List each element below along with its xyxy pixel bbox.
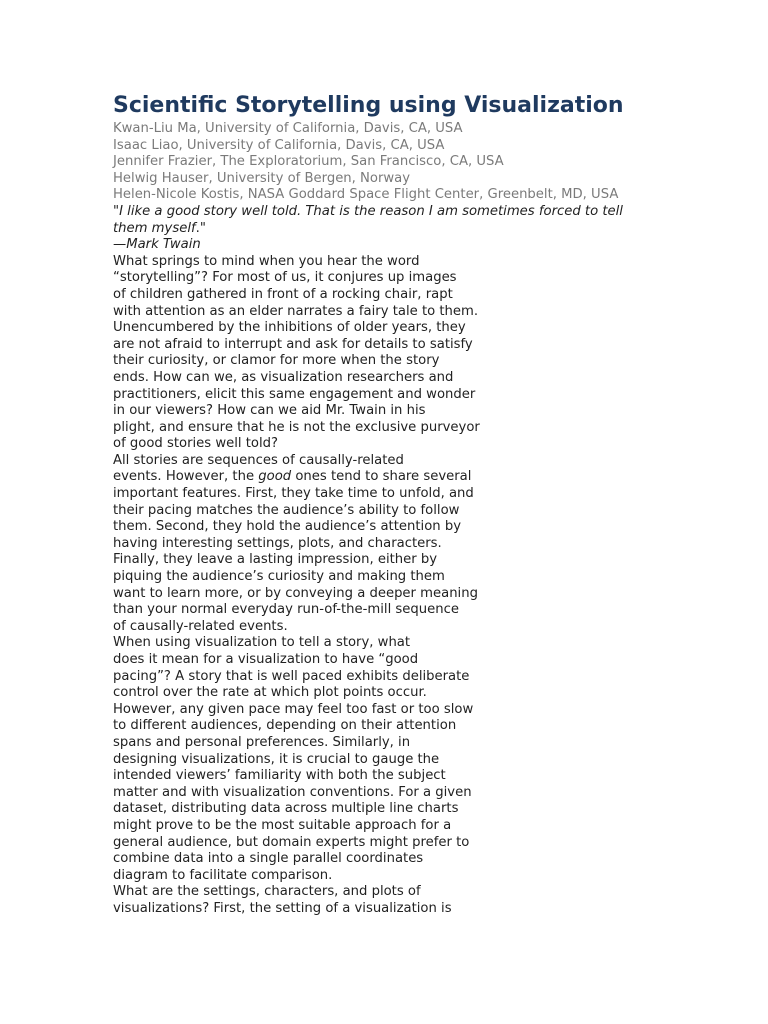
body-paragraph	[113, 453, 673, 636]
text-line: with attention as an elder narrates a fairy tale to them.	[113, 303, 479, 319]
text-line: practitioners, elicit this same engagement and wonder	[113, 386, 476, 402]
author-line: Helen-Nicole Kostis, NASA Goddard Space Flight Center, Greenbelt, MD, USA	[113, 187, 619, 203]
text-line: might prove to be the most suitable approach for a	[113, 817, 452, 833]
text-line: “storytelling”? For most of us, it conjures up images	[113, 270, 457, 286]
text-line: visualizations? First, the setting of a visualization is	[113, 900, 452, 916]
text-line	[113, 469, 673, 486]
text-line: having interesting settings, plots, and characters.	[113, 535, 442, 551]
author-line: Kwan-Liu Ma, University of California, Davis, CA, USA	[113, 121, 463, 136]
text-line: them. Second, they hold the audience’s attention by	[113, 519, 462, 535]
quote-close-mark: ."	[195, 220, 206, 236]
text-line: ends. How can we, as visualization researchers and	[113, 369, 454, 385]
body-paragraph	[113, 635, 673, 884]
text-line: control over the rate at which plot points occur.	[113, 685, 427, 701]
text-line: want to learn more, or by conveying a deeper meaning	[113, 585, 478, 601]
text-line: What are the settings, characters, and plots of	[113, 884, 421, 900]
body-paragraph	[113, 884, 673, 917]
text-line: intended viewers’ familiarity with both the subject	[113, 768, 446, 784]
text-line: piquing the audience’s curiosity and making them	[113, 569, 445, 585]
text-line: Finally, they leave a lasting impression, either by	[113, 552, 438, 568]
author-line: Isaac Liao, University of California, Davis, CA, USA	[113, 137, 445, 153]
author-list	[113, 121, 673, 204]
text-line: of good stories well told?	[113, 436, 279, 452]
text-line: Unencumbered by the inhibitions of older years, they	[113, 320, 466, 336]
author-line: Jennifer Frazier, The Exploratorium, San Francisco, CA, USA	[113, 154, 504, 170]
text-line: to different audiences, depending on their attention	[113, 718, 457, 734]
text-line: When using visualization to tell a story, what	[113, 635, 411, 651]
text-run: ones tend to share several	[291, 469, 472, 485]
quote-attribution: —Mark Twain	[113, 237, 201, 253]
text-line: What springs to mind when you hear the word	[113, 253, 420, 269]
body-paragraph	[113, 254, 673, 453]
text-line: their pacing matches the audience’s ability to follow	[113, 502, 460, 518]
text-line: All stories are sequences of causally-related	[113, 452, 404, 468]
text-line: dataset, distributing data across multiple line charts	[113, 801, 459, 817]
text-line: matter and with visualization conventions. For a given	[113, 784, 472, 800]
quote-line	[113, 204, 673, 221]
text-line: than your normal everyday run-of-the-mill sequence	[113, 602, 459, 618]
text-line: are not afraid to interrupt and ask for details to satisfy	[113, 336, 473, 352]
text-run: events. However, the	[113, 469, 259, 485]
quote-text: them myself	[113, 220, 196, 236]
text-line: spans and personal preferences. Similarly, in	[113, 734, 411, 750]
text-line: in our viewers? How can we aid Mr. Twain in his	[113, 403, 426, 419]
text-line: pacing”? A story that is well paced exhibits deliberate	[113, 668, 470, 684]
epigraph-quote	[113, 204, 673, 237]
text-line: does it mean for a visualization to have “good	[113, 652, 419, 667]
text-line: their curiosity, or clamor for more when the story	[113, 353, 440, 369]
text-line: plight, and ensure that he is not the exclusive purveyor	[113, 419, 480, 435]
document-title: Scientific Storytelling using Visualization	[113, 93, 624, 118]
text-line: general audience, but domain experts might prefer to	[113, 834, 470, 850]
text-line: combine data into a single parallel coordinates	[113, 851, 424, 867]
text-line: of children gathered in front of a rocking chair, rapt	[113, 286, 453, 302]
text-line: designing visualizations, it is crucial to gauge the	[113, 751, 440, 767]
text-line: diagram to facilitate comparison.	[113, 867, 333, 883]
text-line: However, any given pace may feel too fast or too slow	[113, 701, 474, 717]
emphasis-word: good	[258, 469, 292, 485]
text-line: important features. First, they take time to unfold, and	[113, 486, 474, 502]
text-line: of causally-related events.	[113, 618, 288, 634]
quote-open-mark: "	[113, 203, 120, 219]
quote-text: I like a good story well told. That is the reason I am sometimes forced to tell	[119, 203, 623, 219]
document-page	[113, 93, 673, 918]
author-line: Helwig Hauser, University of Bergen, Norway	[113, 170, 411, 186]
quote-line	[113, 221, 673, 238]
